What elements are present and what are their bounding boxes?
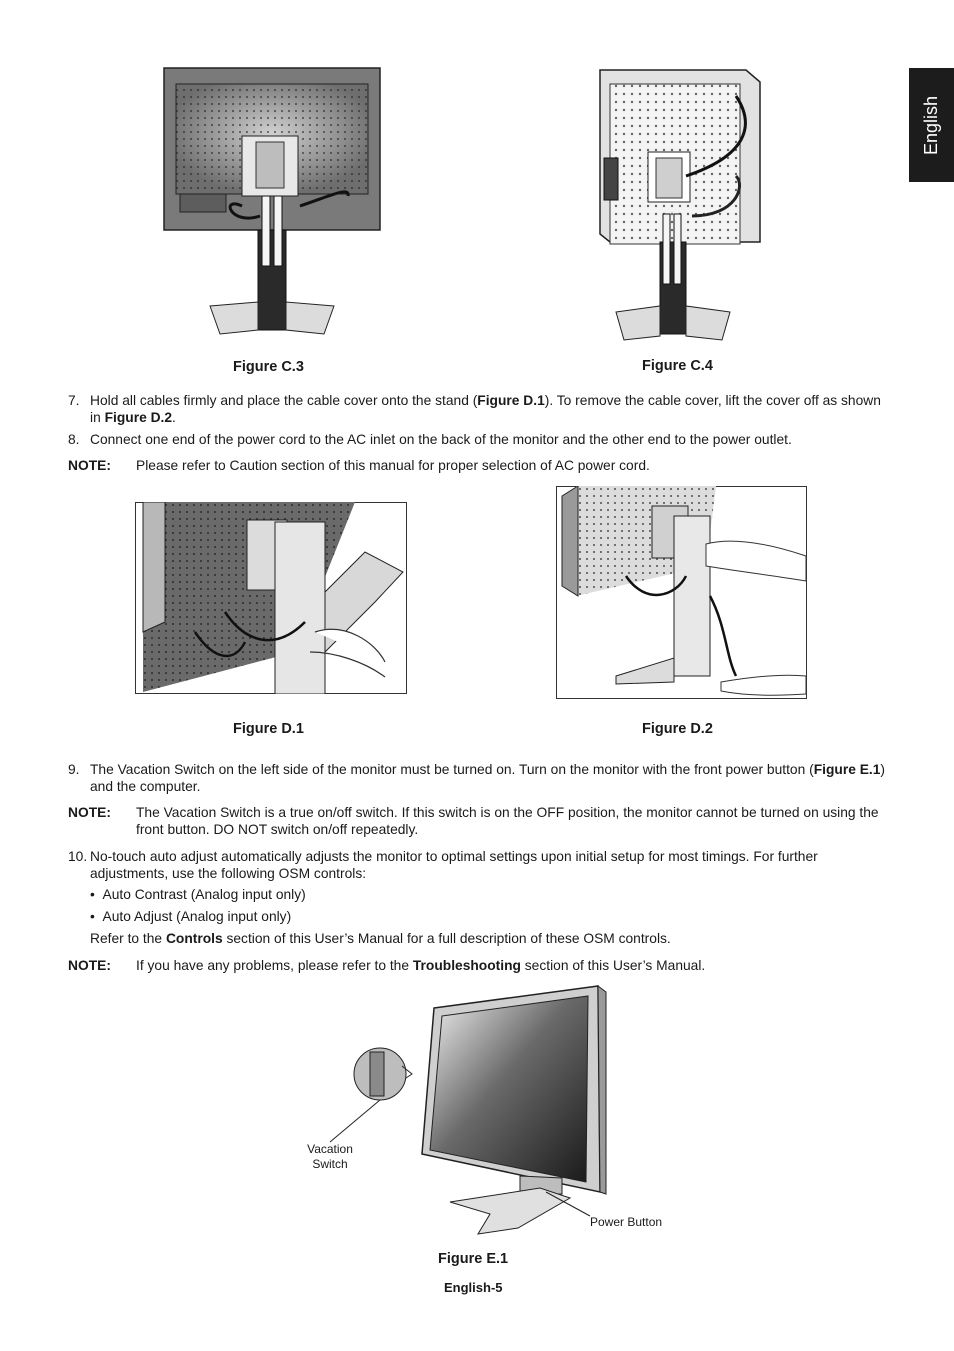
bullet-auto-contrast — [90, 887, 306, 902]
language-tab-label: English — [921, 95, 942, 155]
step-8-number: 8. — [68, 432, 80, 447]
bullet-auto-contrast-text: Auto Contrast (Analog input only) — [102, 887, 306, 902]
step-7 — [68, 392, 888, 426]
step-7-text-3: . — [172, 410, 176, 425]
note-2-text: The Vacation Switch is a true on/off switch. If this switch is on the OFF position, the monitor cannot be turned on using the front button. DO NOT switch on/off repeatedly. — [136, 805, 879, 837]
step-7-number: 7. — [68, 393, 80, 408]
note-1-text: Please refer to Caution section of this manual for proper selection of AC power cord. — [136, 458, 650, 473]
step-10-refer-controls: Controls — [165, 931, 223, 946]
step-10-refer-text-1: Refer to the — [90, 931, 166, 946]
step-10-number: 10. — [68, 849, 88, 864]
step-10-refer — [90, 931, 671, 946]
step-10 — [68, 848, 888, 882]
note-1-label: NOTE: — [68, 458, 111, 473]
figure-d2-illustration — [556, 486, 807, 702]
step-7-ref-d1: Figure D.1 — [477, 393, 545, 408]
step-9-number: 9. — [68, 762, 80, 777]
vacation-label-line-2: Switch — [312, 1157, 348, 1171]
step-10-text: No-touch auto adjust automatically adjusts the monitor to optimal settings upon initial setup for most timings. For further adjustments, use the following OSM controls: — [90, 849, 818, 881]
language-tab — [909, 68, 954, 182]
note-3-text-1: If you have any problems, please refer to the — [136, 958, 413, 973]
bullet-auto-adjust-text: Auto Adjust (Analog input only) — [102, 909, 292, 924]
figure-e1-illustration — [300, 982, 680, 1245]
step-9-ref-e1: Figure E.1 — [813, 762, 881, 777]
step-7-ref-d2: Figure D.2 — [104, 410, 173, 425]
note-2-label: NOTE: — [68, 805, 111, 820]
power-button-label: Power Button — [590, 1215, 663, 1229]
figure-c4-caption: Figure C.4 — [642, 358, 713, 374]
bullet-auto-adjust — [90, 909, 291, 924]
step-8 — [68, 431, 888, 448]
vacation-switch-label — [304, 1142, 356, 1172]
bullet-dot-icon: • — [90, 909, 103, 924]
note-2 — [68, 804, 888, 838]
page-number: English-5 — [444, 1280, 503, 1295]
note-3-label: NOTE: — [68, 958, 111, 973]
vacation-label-line-1: Vacation — [307, 1142, 353, 1156]
step-8-text: Connect one end of the power cord to the AC inlet on the back of the monitor and the other end to the power outlet. — [90, 432, 792, 447]
note-1 — [68, 457, 888, 474]
note-3-text-2: section of this User’s Manual. — [520, 958, 706, 973]
figure-d2-caption: Figure D.2 — [642, 721, 713, 737]
step-9-text-2: ) and the computer. — [90, 762, 886, 794]
figure-e1-caption: Figure E.1 — [438, 1251, 509, 1267]
figure-d1-caption: Figure D.1 — [233, 721, 304, 737]
figure-c4-illustration — [596, 66, 766, 345]
note-3 — [68, 957, 888, 974]
figure-c3-caption: Figure C.3 — [233, 359, 304, 375]
step-10-refer-text-2: section of this User’s Manual for a full description of these OSM controls. — [222, 931, 671, 946]
step-9-text-1: The Vacation Switch on the left side of the monitor must be turned on. Turn on the monitor with the front power button ( — [90, 762, 814, 777]
step-9 — [68, 761, 888, 795]
step-7-text-1: Hold all cables firmly and place the cable cover onto the stand ( — [90, 393, 478, 408]
step-7-text-2: ). To remove the cable cover, lift the cover off as shown in — [90, 393, 881, 425]
bullet-dot-icon: • — [90, 887, 103, 902]
figure-d1-illustration — [135, 502, 407, 697]
note-3-troubleshooting: Troubleshooting — [412, 958, 521, 973]
figure-c3-illustration — [160, 66, 384, 341]
